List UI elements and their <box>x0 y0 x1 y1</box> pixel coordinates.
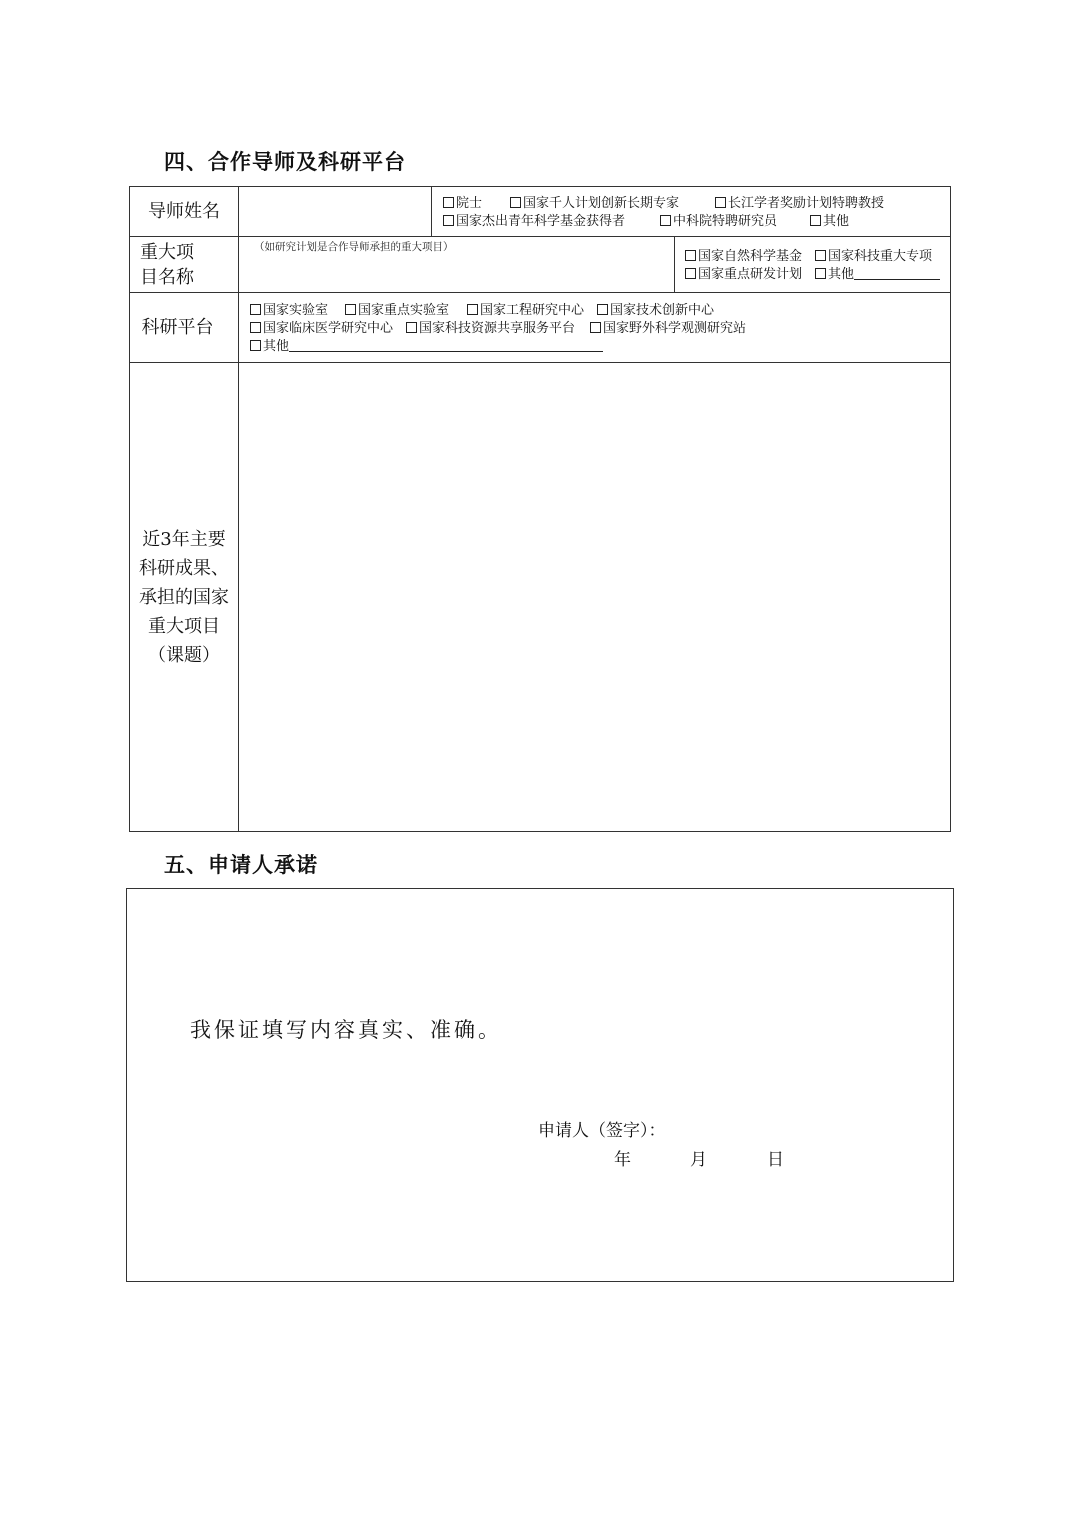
checkbox-national-lab[interactable]: 国家实验室 <box>250 302 328 320</box>
checkbox-platform-other[interactable]: 其他 <box>250 338 603 356</box>
checkbox-changjiang-scholar[interactable]: 长江学者奖励计划特聘教授 <box>715 195 884 213</box>
checkbox-icon <box>685 268 696 279</box>
project-other-blank[interactable] <box>854 266 940 280</box>
checkbox-academician[interactable]: 院士 <box>443 195 482 213</box>
checkbox-icon <box>815 268 826 279</box>
major-project-hint: （如研究计划是合作导师承担的重大项目） <box>254 241 454 253</box>
platform-label: 科研平台 <box>141 317 214 338</box>
checkbox-field-station[interactable]: 国家野外科学观测研究站 <box>590 320 746 338</box>
major-project-label: 重大项 目名称 <box>140 241 194 288</box>
section-4-heading: 四、合作导师及科研平台 <box>164 150 406 174</box>
checkbox-key-lab[interactable]: 国家重点实验室 <box>345 302 449 320</box>
signature-field[interactable] <box>680 1114 900 1140</box>
achievements-field[interactable] <box>239 363 950 831</box>
checkbox-icon <box>250 322 261 333</box>
checkbox-distinguished-young[interactable]: 国家杰出青年科学基金获得者 <box>443 213 625 231</box>
checkbox-icon <box>406 322 417 333</box>
checkbox-icon <box>597 304 608 315</box>
checkbox-icon <box>685 250 696 261</box>
pledge-text: 我保证填写内容真实、准确。 <box>190 1018 502 1042</box>
achievements-label: 近3年主要 科研成果、 承担的国家 重大项目 （课题） <box>139 528 229 666</box>
major-project-field[interactable] <box>239 254 673 292</box>
checkbox-icon <box>250 340 261 351</box>
checkbox-icon <box>815 250 826 261</box>
checkbox-resource-platform[interactable]: 国家科技资源共享服务平台 <box>406 320 575 338</box>
date-day: 日 <box>767 1150 784 1170</box>
checkbox-thousand-talents[interactable]: 国家千人计划创新长期专家 <box>510 195 679 213</box>
checkbox-icon <box>345 304 356 315</box>
checkbox-icon <box>443 215 454 226</box>
checkbox-project-other[interactable]: 其他 <box>815 266 940 284</box>
platform-other-blank[interactable] <box>289 338 603 352</box>
checkbox-nsfc[interactable]: 国家自然科学基金 <box>685 248 802 266</box>
supervisor-name-field[interactable] <box>239 187 431 236</box>
checkbox-innovation-center[interactable]: 国家技术创新中心 <box>597 302 714 320</box>
checkbox-clinical-center[interactable]: 国家临床医学研究中心 <box>250 320 393 338</box>
supervisor-name-label: 导师姓名 <box>148 201 220 222</box>
checkbox-key-rd[interactable]: 国家重点研发计划 <box>685 266 802 284</box>
checkbox-icon <box>810 215 821 226</box>
checkbox-title-other[interactable]: 其他 <box>810 213 849 231</box>
date-year: 年 <box>614 1150 631 1170</box>
checkbox-icon <box>510 197 521 208</box>
checkbox-cas-researcher[interactable]: 中科院特聘研究员 <box>660 213 777 231</box>
checkbox-icon <box>443 197 454 208</box>
checkbox-icon <box>590 322 601 333</box>
checkbox-major-special[interactable]: 国家科技重大专项 <box>815 248 932 266</box>
checkbox-icon <box>467 304 478 315</box>
checkbox-icon <box>250 304 261 315</box>
pledge-box <box>126 888 954 1282</box>
checkbox-icon <box>715 197 726 208</box>
date-month: 月 <box>690 1150 707 1170</box>
checkbox-icon <box>660 215 671 226</box>
section-5-heading: 五、申请人承诺 <box>164 853 318 877</box>
checkbox-engineering-center[interactable]: 国家工程研究中心 <box>467 302 584 320</box>
signature-label: 申请人（签字）： <box>538 1121 666 1141</box>
